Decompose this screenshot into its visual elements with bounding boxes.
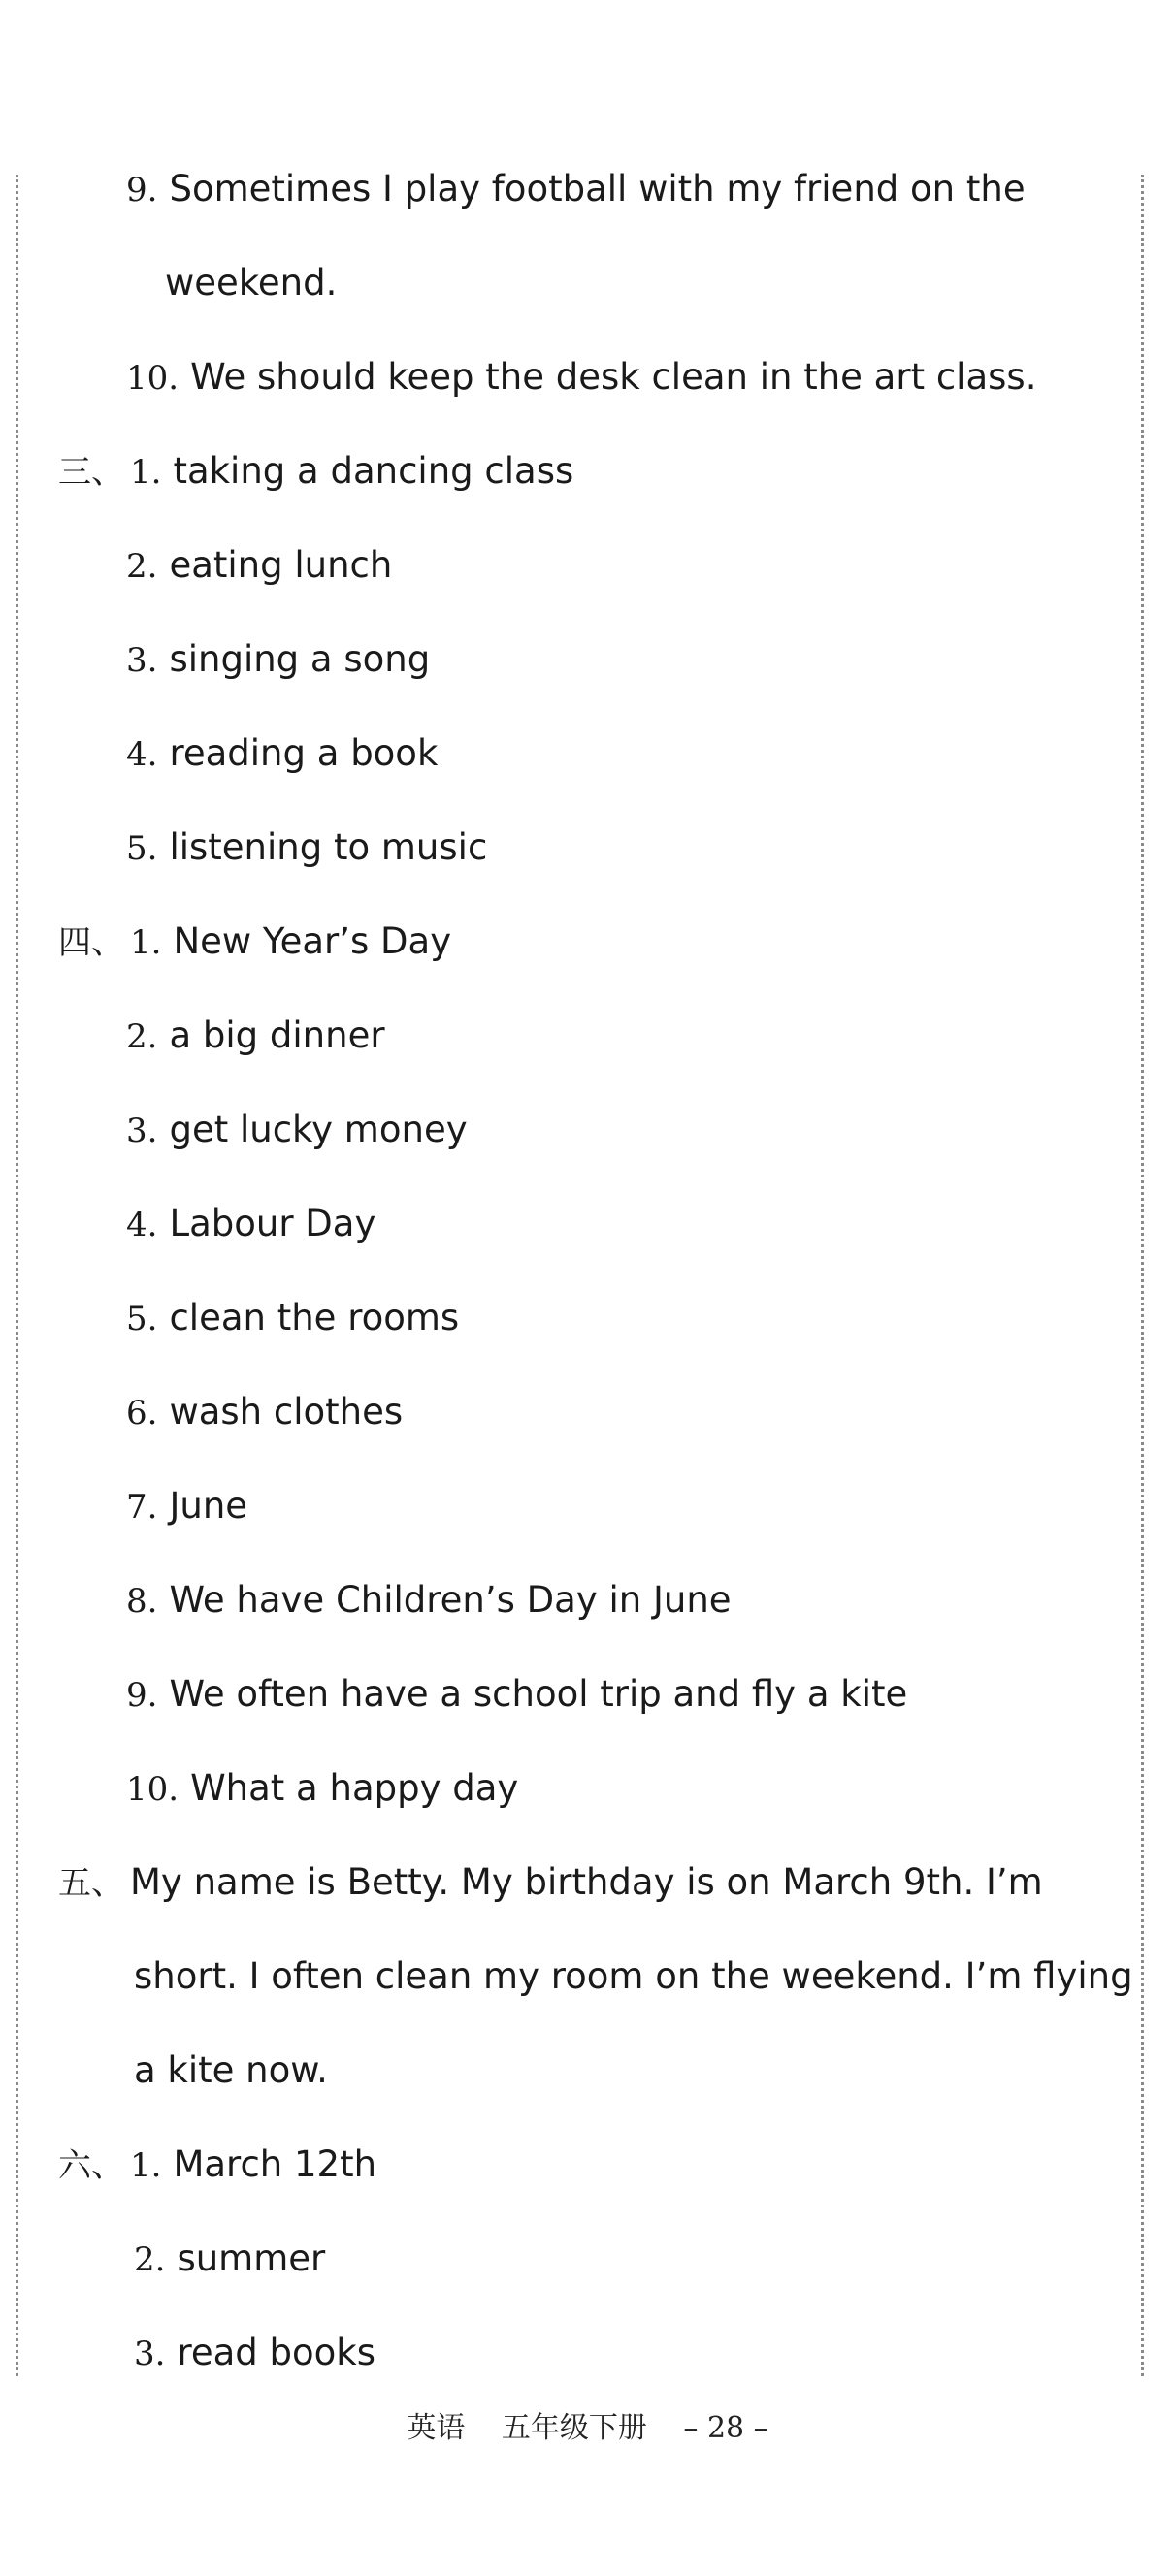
page-footer — [0, 2403, 1175, 2446]
answer-line — [126, 353, 1036, 402]
answer-text: taking a dancing class — [173, 450, 574, 492]
answer-text: weekend. — [165, 262, 338, 304]
item-number: 1. — [130, 923, 162, 962]
item-number: 2. — [126, 547, 158, 586]
item-number: 4. — [126, 1206, 158, 1244]
item-number: 9. — [126, 1676, 158, 1715]
item-number: 3. — [126, 1111, 158, 1150]
answer-text: March 12th — [173, 2143, 377, 2185]
answer-text: a kite now. — [134, 2049, 328, 2091]
answer-text: short. I often clean my room on the weekend. I’m flying — [134, 1955, 1133, 1997]
item-number: 2. — [126, 1017, 158, 1056]
answer-line — [126, 1200, 375, 1248]
item-number: 3. — [126, 641, 158, 680]
answer-line — [126, 1764, 518, 1813]
answer-line — [126, 635, 430, 684]
answer-line — [126, 1012, 385, 1060]
left-margin-dotted-line — [16, 175, 18, 2376]
answer-text: read books — [177, 2332, 376, 2373]
answer-text: My name is Betty. My birthday is on March 9th. I’m — [130, 1861, 1043, 1903]
item-number: 4. — [126, 735, 158, 774]
answer-line — [58, 447, 573, 496]
answer-text: We should keep the desk clean in the art class. — [190, 356, 1037, 398]
answer-text: get lucky money — [169, 1109, 468, 1150]
item-number: 7. — [126, 1488, 158, 1527]
answer-text: What a happy day — [190, 1767, 519, 1809]
answer-text: clean the rooms — [169, 1297, 460, 1338]
answer-line — [126, 1576, 732, 1625]
answer-line — [134, 2329, 375, 2377]
section-marker: 五、 — [58, 1864, 124, 1903]
item-number: 5. — [126, 1300, 158, 1338]
answer-text: We often have a school trip and fly a kite — [169, 1673, 908, 1715]
answer-text: reading a book — [169, 732, 439, 774]
answer-text: We have Children’s Day in June — [169, 1579, 732, 1621]
answer-line — [134, 1952, 1133, 2001]
answer-line — [134, 2235, 325, 2283]
answer-line — [134, 2046, 328, 2095]
answer-line — [126, 1670, 907, 1719]
answer-line — [126, 1482, 247, 1530]
item-number: 1. — [130, 453, 162, 492]
answer-line — [126, 165, 1026, 213]
item-number: 10. — [126, 359, 180, 398]
answer-line — [58, 918, 451, 966]
answer-text: listening to music — [169, 826, 488, 868]
item-number: 6. — [126, 1394, 158, 1433]
answer-text: June — [169, 1485, 248, 1527]
right-margin-dotted-line — [1141, 175, 1144, 2376]
item-number: 2. — [134, 2240, 166, 2279]
answer-line — [126, 729, 438, 778]
section-marker: 六、 — [58, 2146, 124, 2185]
item-number: 8. — [126, 1582, 158, 1621]
item-number: 10. — [126, 1770, 180, 1809]
answer-text: Labour Day — [169, 1203, 376, 1244]
answer-text: summer — [177, 2238, 326, 2279]
answer-line — [58, 2141, 376, 2189]
answer-text: a big dinner — [169, 1014, 385, 1056]
section-marker: 四、 — [58, 923, 124, 962]
answer-line — [58, 1858, 1043, 1907]
answer-text: eating lunch — [169, 544, 393, 586]
item-number: 9. — [126, 171, 158, 209]
footer-page-number: – 28 – — [683, 2411, 768, 2445]
answer-line — [126, 1294, 459, 1342]
answer-line — [126, 541, 392, 590]
item-number: 1. — [130, 2146, 162, 2185]
section-marker: 三、 — [58, 453, 124, 492]
answer-line — [126, 823, 487, 872]
answer-line — [165, 259, 337, 307]
footer-grade: 五年级下册 — [501, 2411, 647, 2445]
answer-line — [126, 1106, 468, 1154]
answer-text: singing a song — [169, 638, 431, 680]
answer-text: wash clothes — [169, 1391, 404, 1433]
answer-line — [126, 1388, 403, 1436]
answer-text: New Year’s Day — [173, 920, 452, 962]
item-number: 5. — [126, 829, 158, 868]
footer-subject: 英语 — [407, 2411, 466, 2445]
answer-text: Sometimes I play football with my friend on the — [169, 168, 1026, 209]
item-number: 3. — [134, 2334, 166, 2373]
